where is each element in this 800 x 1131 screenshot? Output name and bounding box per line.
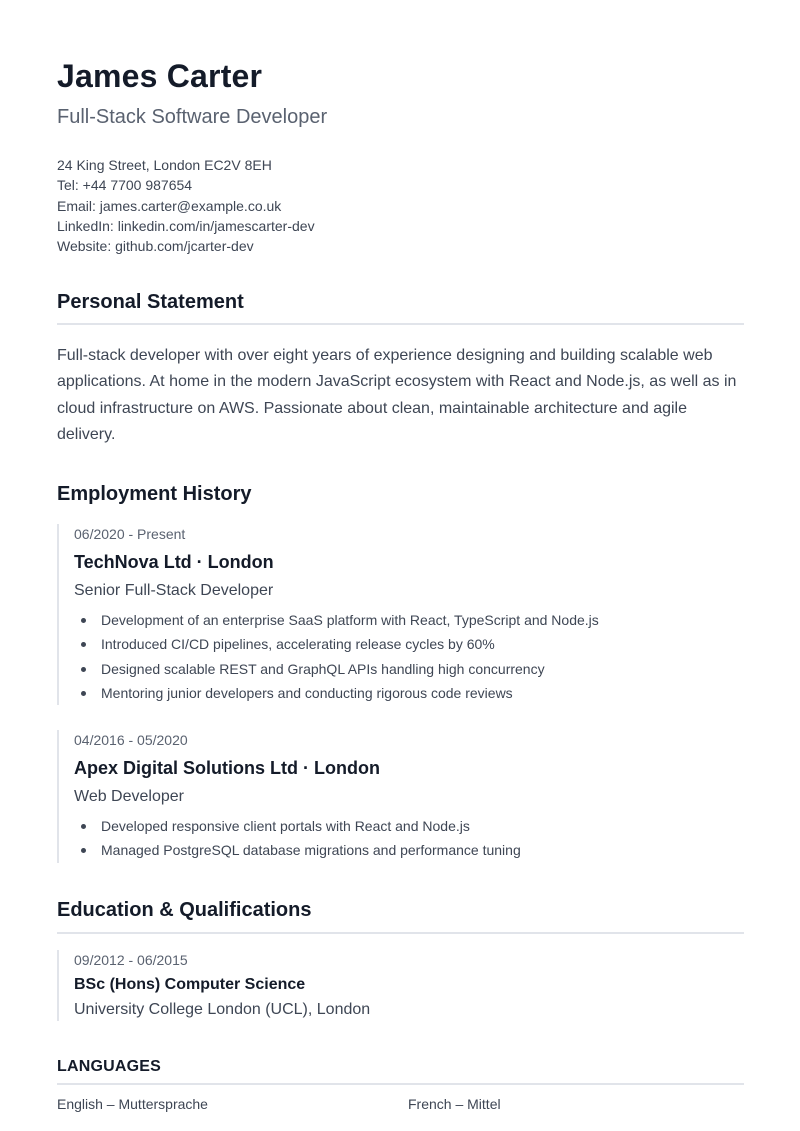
job-bullets <box>74 608 754 705</box>
section-title-employment-history: Employment History <box>57 483 252 505</box>
education-school: University College London (UCL), London <box>74 1001 371 1018</box>
section-title-languages: LANGUAGES <box>57 1058 162 1075</box>
job-company: TechNova Ltd · London <box>74 552 274 572</box>
job-role: Senior Full-Stack Developer <box>74 582 274 599</box>
job-bullet: Designed scalable REST and GraphQL APIs handling high concurrency <box>74 657 754 681</box>
personal-statement-text: Full-stack developer with over eight years of experience designing and building scalable web applications. At home in the modern JavaScript ecosystem with React and Node.js, as well as in cloud infrastructure on AWS. Passionate about clean, maintainable architecture and agile delivery. <box>57 347 737 444</box>
contact-linkedin: LinkedIn: linkedin.com/in/jamescarter-dev <box>57 217 315 234</box>
contact-email: Email: james.carter@example.co.uk <box>57 197 282 214</box>
section-divider <box>57 323 744 325</box>
section-divider <box>57 932 744 934</box>
contact-phone: Tel: +44 7700 987654 <box>57 177 193 194</box>
contact-block <box>57 155 315 256</box>
section-title-personal-statement: Personal Statement <box>57 291 244 313</box>
job-bullet: Introduced CI/CD pipelines, accelerating release cycles by 60% <box>74 632 754 656</box>
section-divider <box>57 1083 744 1085</box>
job-dates: 04/2016 - 05/2020 <box>74 732 188 748</box>
job-bullet: Mentoring junior developers and conducting rigorous code reviews <box>74 681 754 705</box>
job-bullet: Development of an enterprise SaaS platform with React, TypeScript and Node.js <box>74 608 754 632</box>
candidate-headline: Full-Stack Software Developer <box>57 106 328 128</box>
section-title-education: Education & Qualifications <box>57 899 312 921</box>
candidate-name: James Carter <box>57 58 263 94</box>
job-role: Web Developer <box>74 788 184 805</box>
contact-address: 24 King Street, London EC2V 8EH <box>57 157 272 173</box>
education-dates: 09/2012 - 06/2015 <box>74 952 188 968</box>
language-item: French – Mittel <box>408 1096 501 1112</box>
job-bullets <box>74 814 754 863</box>
contact-website: Website: github.com/jcarter-dev <box>57 238 254 255</box>
language-item: English – Muttersprache <box>57 1096 208 1112</box>
education-entry <box>57 950 754 1021</box>
job-entry <box>57 730 754 863</box>
job-entry <box>57 524 754 705</box>
job-bullet: Developed responsive client portals with React and Node.js <box>74 814 754 838</box>
education-degree: BSc (Hons) Computer Science <box>74 976 306 993</box>
job-dates: 06/2020 - Present <box>74 526 186 542</box>
job-company: Apex Digital Solutions Ltd · London <box>74 758 380 778</box>
job-bullet: Managed PostgreSQL database migrations and performance tuning <box>74 838 754 862</box>
